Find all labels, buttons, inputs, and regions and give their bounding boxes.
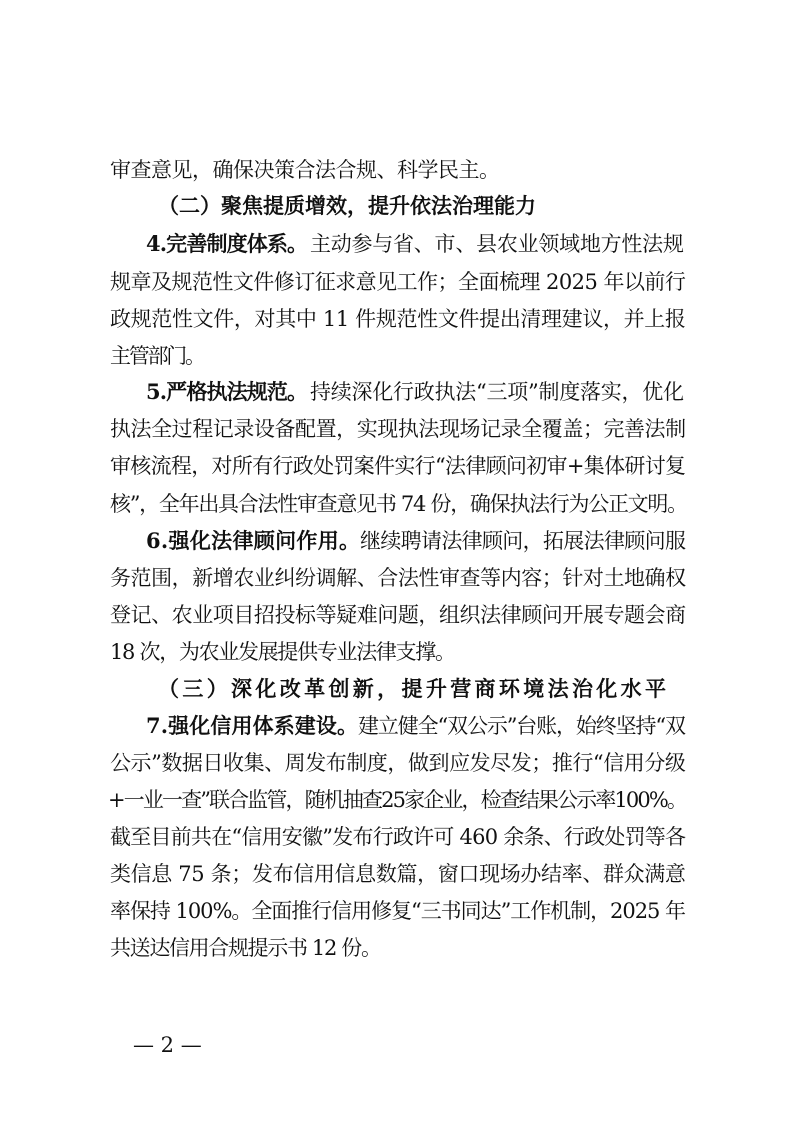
- paragraph-text: 审核流程，对所有行政处罚案件实行“法律顾问初审+集体研讨复: [110, 454, 686, 478]
- paragraph-text: 核”，全年出具合法性审查意见书 74 份，确保执法行为公正文明。: [110, 492, 687, 516]
- item-lead: 5.严格执法规范。: [146, 379, 308, 404]
- paragraph-line: [0, 336, 793, 376]
- paragraph-line: [0, 299, 793, 339]
- paragraph-line: [0, 743, 793, 783]
- paragraph-text: 类信息 75 条；发布信用信息数篇，窗口现场办结率、群众满意: [110, 862, 686, 886]
- paragraph-text: 截至目前共在“信用安徽”发布行政许可 460 余条、行政处罚等各: [110, 825, 686, 849]
- paragraph-line: [0, 891, 793, 931]
- paragraph-line: [0, 928, 793, 968]
- paragraph-line: [0, 446, 793, 486]
- paragraph-text: 率保持 100%。全面推行信用修复“三书同达”工作机制，2025 年: [110, 899, 685, 923]
- paragraph-text: 审查意见，确保决策合法合规、科学民主。: [110, 158, 500, 182]
- paragraph-text: 共送达信用合规提示书 12 份。: [110, 936, 381, 960]
- paragraph-text: 规章及规范性文件修订征求意见工作；全面梳理 2025 年以前行: [110, 270, 686, 294]
- paragraph-line: [0, 558, 793, 598]
- paragraph-text: 政规范性文件，对其中 11 件规范性文件提出清理建议，并上报: [110, 307, 686, 331]
- page-number: — 2 —: [133, 1033, 202, 1057]
- paragraph-text: 建立健全“双公示”台账，始终坚持“双: [358, 714, 685, 738]
- paragraph-text: 主管部门。: [110, 344, 204, 368]
- item-lead: 6.强化法律顾问作用。: [146, 528, 361, 553]
- paragraph-line: [0, 409, 793, 449]
- paragraph-line: [0, 632, 793, 672]
- item-lead: 4.完善制度体系。: [146, 231, 308, 256]
- paragraph-text: 登记、农业项目招投标等疑难问题，组织法律顾问开展专题会商: [110, 603, 686, 627]
- paragraph-text: 执法全过程记录设备配置，实现执法现场记录全覆盖；完善法制: [110, 417, 686, 441]
- paragraph-line: [0, 224, 793, 264]
- item-lead: 7.强化信用体系建设。: [146, 713, 359, 738]
- paragraph-text: 务范围，新增农业纠纷调解、合法性审查等内容；针对土地确权: [110, 566, 686, 590]
- paragraph-line: [0, 262, 793, 302]
- section-heading: [0, 186, 793, 226]
- paragraph-line: [0, 150, 793, 190]
- paragraph-line: [0, 706, 793, 746]
- paragraph-text: 继续聘请法律顾问，拓展法律顾问服: [360, 529, 686, 553]
- paragraph-text: 持续深化行政执法“三项”制度落实，优化: [310, 380, 684, 404]
- paragraph-line: [0, 521, 793, 561]
- paragraph-text: 18 次，为农业发展提供专业法律支撑。: [110, 640, 455, 664]
- paragraph-line: [0, 817, 793, 857]
- paragraph-line: [0, 780, 793, 820]
- paragraph-line: [0, 595, 793, 635]
- paragraph-text: 公示”数据日收集、周发布制度，做到应发尽发；推行“信用分级: [110, 751, 686, 775]
- section-heading-text: （三）深化改革创新，提升营商环境法治化水平: [158, 677, 670, 701]
- paragraph-text: 主动参与省、市、县农业领域地方性法规: [310, 232, 684, 256]
- section-heading-text: （二）聚焦提质增效，提升依法治理能力: [158, 194, 536, 218]
- paragraph-line: [0, 484, 793, 524]
- paragraph-text: +一业一查”联合监管，随机抽查25家企业，检查结果公示率100%。: [108, 788, 687, 812]
- section-heading: [0, 669, 793, 709]
- paragraph-line: [0, 854, 793, 894]
- paragraph-line: [0, 372, 793, 412]
